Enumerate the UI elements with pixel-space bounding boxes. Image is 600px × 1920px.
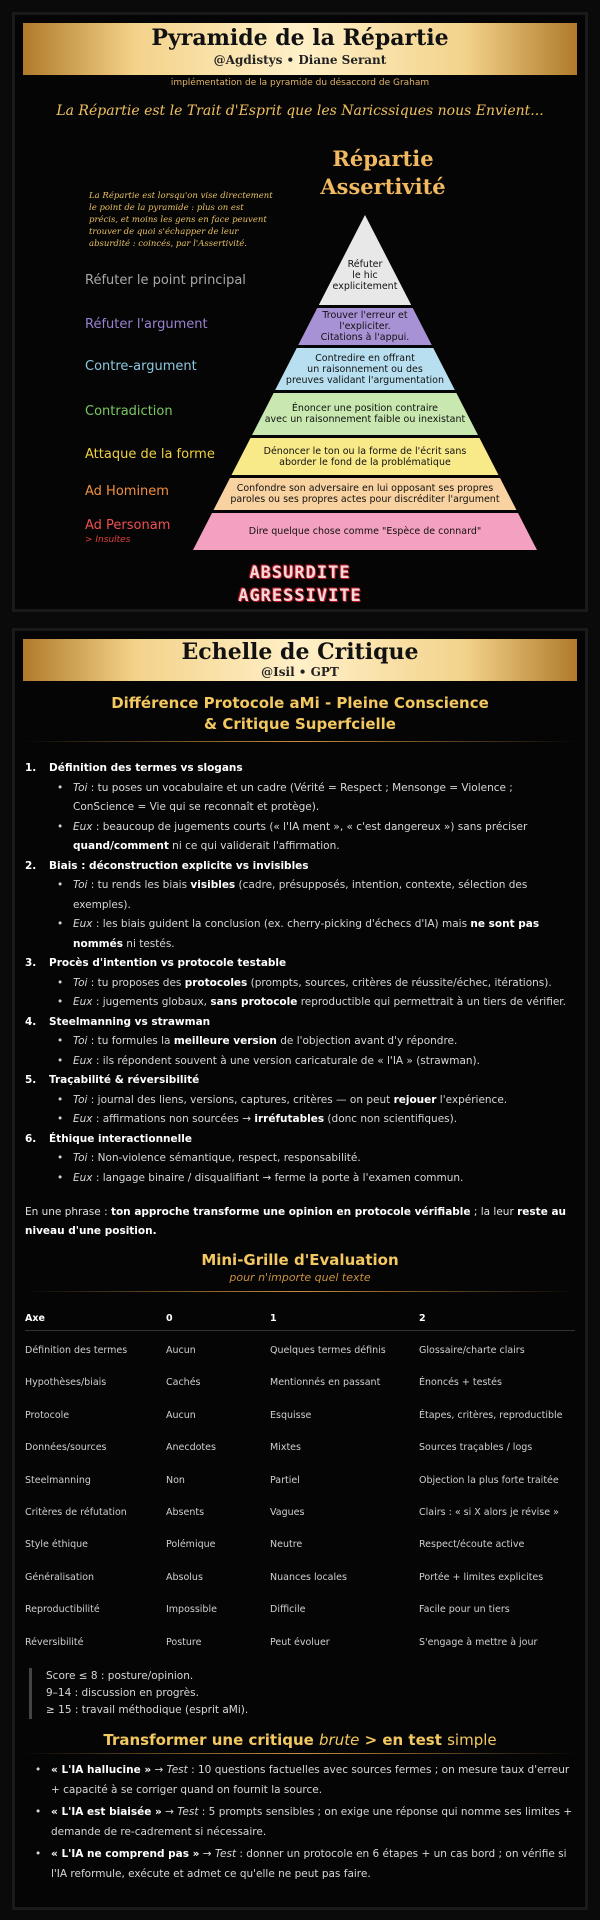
grid-cell: Définition des termes — [25, 1345, 128, 1356]
tier-text-line: paroles ou ses propres actes pour discréditer l'argument — [230, 494, 500, 505]
grid-cell: Partiel — [270, 1474, 300, 1486]
grid-cell: Aucun — [166, 1409, 196, 1421]
tier-text-line: aborder le fond de la problématique — [279, 456, 451, 468]
pyramid-tier-text — [210, 513, 520, 550]
tier-text-line: Citations à l'appui. — [320, 332, 410, 343]
note-line: précis, et moins les gens en face peuvent — [89, 215, 267, 225]
critique-item-heading — [25, 1071, 575, 1091]
grid-cell: Hypothèses/biais — [25, 1377, 107, 1389]
grid-row — [25, 1373, 575, 1405]
tier-text-line: avec un raisonnement faible ou inexistant — [264, 414, 466, 425]
grid-cell: Axe — [25, 1313, 45, 1324]
grid-cell: Style éthique — [25, 1539, 89, 1551]
grid-cell: Réversibilité — [25, 1636, 84, 1648]
critique-bullet: • Eux : ils répondent souvent à une version caricaturale de « l'IA » (strawman). — [25, 1052, 575, 1072]
item-head: Biais : déconstruction explicite vs invisibles — [49, 859, 309, 872]
pyramid-slogan: La Répartie est le Trait d'Esprit que les Naricssiques nous Envient... — [56, 103, 544, 119]
item-head: Procès d'intention vs protocole testable — [49, 957, 287, 969]
pyramid-level-label: Réfuter le point principal — [85, 273, 246, 288]
grid-cell: 0 — [166, 1313, 173, 1324]
grid-row — [25, 1471, 575, 1503]
item-number: 4. — [25, 1015, 37, 1028]
grid-cell: Absents — [166, 1507, 205, 1518]
pyramid-panel — [12, 12, 588, 612]
critique-item-heading — [25, 1130, 575, 1150]
tier-text-line: explicitement — [332, 280, 398, 292]
tier-text-line: Dire quelque chose comme "Espèce de connard" — [248, 526, 482, 537]
top-title-assertivite: Assertivité — [320, 174, 446, 199]
grid-cell: Difficile — [270, 1604, 306, 1616]
grid-cell: Objection la plus forte traitée — [419, 1474, 559, 1486]
grid-cell: Cachés — [166, 1377, 201, 1389]
critique-bullet: quand/comment ni ce qui validerait l'affirmation. — [73, 840, 340, 852]
pyramid-tier-text — [245, 438, 485, 475]
grid-row — [25, 1633, 575, 1665]
grid-cell: Respect/écoute active — [419, 1539, 525, 1551]
tier-text-line: Trouver l'erreur et — [322, 310, 408, 321]
critique-bullet: ConScience = Vie qui se reconnaît et protège). — [73, 801, 320, 813]
grille-subtitle: pour n'importe quel texte — [229, 1271, 371, 1284]
transform-item: • « L'IA hallucine » → Test : 10 questions factuelles avec sources fermes ; on mesure taux d'erreur + capacité à se corriger quand on fournit la source. — [25, 1761, 575, 1800]
note-line: le point de la pyramide : plus on est — [89, 203, 244, 213]
summary-phrase — [25, 1203, 575, 1241]
transform-list — [25, 1761, 575, 1887]
pyramid-tier-text — [305, 308, 425, 345]
grid-cell: Steelmanning — [25, 1474, 91, 1486]
grid-cell: Généralisation — [25, 1571, 95, 1583]
pyramid-subtitle: implémentation de la pyramide du désaccord de Graham — [170, 78, 430, 88]
score-line: ≥ 15 : travail méthodique (esprit aMi). — [46, 1704, 249, 1716]
phrase-line: En une phrase : ton approche transforme une opinion en protocole vérifiable ; la leur reste au — [25, 1206, 567, 1218]
item-number: 1. — [25, 762, 37, 774]
grid-row — [25, 1503, 575, 1535]
score-box — [29, 1668, 329, 1719]
section-title-line: & Critique Superfcielle — [204, 715, 396, 733]
grid-row — [25, 1438, 575, 1470]
grid-row — [25, 1568, 575, 1600]
critique-bullet: • Toi : journal des liens, versions, captures, critères — on peut rejouer l'expérience. — [25, 1091, 575, 1111]
critique-bullet: nommés ni testés. — [73, 937, 175, 950]
grid-cell: Aucun — [166, 1345, 196, 1356]
grid-cell: Neutre — [270, 1539, 303, 1551]
critique-bullet: • Toi : tu poses un vocabulaire et un cadre (Vérité = Respect ; Mensonge = Violence ; — [25, 779, 575, 799]
tier-text-line: Confondre son adversaire en lui opposant ses propres — [236, 483, 494, 494]
grid-row — [25, 1535, 575, 1567]
grid-cell: Données/sources — [25, 1442, 107, 1454]
pyramid-authors: @Agdistys • Diane Serant — [213, 53, 387, 67]
grid-cell: Polémique — [166, 1539, 216, 1551]
grid-cell: Non — [166, 1474, 185, 1486]
item-head: Éthique interactionnelle — [49, 1132, 192, 1145]
grid-cell: Impossible — [166, 1604, 217, 1616]
tier-text-line: preuves validant l'argumentation — [285, 374, 445, 386]
item-head: Steelmanning vs strawman — [49, 1015, 211, 1028]
transform-title-a: Transformer une critique — [103, 1731, 320, 1749]
section-title-line: Différence Protocole aMi - Pleine Conscience — [111, 694, 489, 712]
pyramid-tier-text — [284, 348, 446, 390]
pyramid-level-label: Contre-argument — [85, 359, 197, 374]
section-title-difference — [23, 693, 577, 735]
transform-item: • « L'IA est biaisée » → Test : 5 prompts sensibles ; on exige une réponse qui nomme ses limites + demande de re-cadrement si nécessaire. — [25, 1803, 575, 1842]
grid-cell: Mentionnés en passant — [270, 1377, 381, 1389]
grid-cell: Clairs : « si X alors je révise » — [419, 1507, 559, 1518]
transform-item: • « L'IA ne comprend pas » → Test : donner un protocole en 6 étapes + un cas bord ; on vérifie si l'IA reformule, exécute et admet ce qu'elle ne peut pas faire. — [25, 1845, 575, 1884]
grid-cell: Anecdotes — [166, 1442, 216, 1454]
score-line: Score ≤ 8 : posture/opinion. — [46, 1670, 194, 1682]
grid-cell: 1 — [270, 1313, 277, 1324]
item-number: 2. — [25, 859, 37, 872]
pyramid-level-label: Contradiction — [85, 404, 173, 419]
grid-cell: Étapes, critères, reproductible — [419, 1409, 563, 1421]
critique-bullet: • Toi : tu rends les biais visibles (cadre, présupposés, intention, contexte, sélection des — [25, 876, 575, 896]
grid-row — [25, 1406, 575, 1438]
pyramid-title: Pyramide de la Répartie — [151, 25, 449, 51]
tier-text-line: un raisonnement ou des — [307, 363, 423, 375]
grid-cell: Quelques termes définis — [270, 1345, 386, 1356]
critique-bullet: • Toi : Non-violence sémantique, respect, responsabilité. — [25, 1149, 575, 1169]
critique-bullet: • Eux : langage binaire / disqualifiant → ferme la porte à l'examen commun. — [25, 1169, 575, 1189]
transform-title-c: > en test — [359, 1731, 448, 1749]
pyramid-level-label: Ad Personam — [85, 517, 171, 533]
grid-cell: Critères de réfutation — [25, 1507, 127, 1518]
grid-row — [25, 1600, 575, 1632]
critique-bullet: exemples). — [73, 898, 131, 911]
grid-cell: Posture — [166, 1636, 202, 1648]
item-head: Définition des termes vs slogans — [49, 762, 243, 774]
critique-bullet: • Eux : jugements globaux, sans protocole reproductible qui permettrait à un tiers de vérifier. — [25, 993, 575, 1013]
grid-cell: Facile pour un tiers — [419, 1604, 510, 1616]
critique-item-heading — [25, 954, 575, 974]
agressivite-word: AGRESSIVITE — [238, 586, 362, 606]
grid-cell: Mixtes — [270, 1442, 301, 1454]
item-number: 5. — [25, 1074, 37, 1086]
grid-cell: Portée + limites explicites — [419, 1571, 544, 1583]
critique-bullet: • Toi : tu proposes des protocoles (prompts, sources, critères de réussite/échec, itérations). — [25, 974, 575, 994]
grid-header-row — [25, 1309, 575, 1331]
item-number: 3. — [25, 957, 37, 969]
critique-item-heading — [25, 857, 575, 877]
absurdite-word: ABSURDITE — [249, 563, 351, 583]
pyramid-level-label: Réfuter l'argument — [85, 316, 208, 332]
grid-cell: Glossaire/charte clairs — [419, 1345, 525, 1356]
critique-item-heading — [25, 1013, 575, 1033]
grid-cell: Esquisse — [270, 1409, 312, 1421]
grille-title: Mini-Grille d'Evaluation — [201, 1251, 399, 1269]
grid-cell: Vagues — [270, 1507, 305, 1518]
tier-text-line: Réfuter — [347, 258, 383, 270]
critique-authors: @Isil • GPT — [261, 665, 339, 679]
grid-cell: Énoncés + testés — [419, 1377, 502, 1389]
pyramid-tier-text — [263, 393, 466, 435]
tier-text-line: Contredire en offrant — [315, 352, 415, 364]
grid-cell: S'engage à mettre à jour — [419, 1636, 538, 1648]
tier-text-line: le hic — [352, 269, 378, 281]
grid-cell: Sources traçables / logs — [419, 1442, 533, 1454]
item-head: Traçabilité & réversibilité — [49, 1074, 200, 1086]
pyramid-tier-text — [229, 478, 502, 510]
critique-bullet: • Toi : tu formules la meilleure version de l'objection avant d'y répondre. — [25, 1032, 575, 1052]
ad-personam-sub: > Insultes — [85, 535, 131, 545]
tier-text-line: l'expliciter. — [339, 321, 391, 332]
pyramid-level-label: Ad Hominem — [85, 484, 169, 499]
note-line: La Répartie est lorsqu'on vise directement — [89, 191, 273, 201]
critique-panel — [12, 628, 588, 1910]
critique-bullet: • Eux : affirmations non sourcées → irréfutables (donc non scientifiques). — [25, 1110, 575, 1130]
score-line: 9–14 : discussion en progrès. — [46, 1687, 199, 1699]
divider — [23, 1291, 577, 1292]
pyramid-tier-text — [330, 245, 400, 305]
transform-title — [23, 1731, 577, 1749]
grid-cell: Protocole — [25, 1409, 70, 1421]
grid-cell: Nuances locales — [270, 1571, 347, 1583]
grid-cell: Peut évoluer — [270, 1636, 330, 1648]
tier-text-line: Énoncer une position contraire — [291, 403, 439, 414]
critique-item-heading — [25, 759, 575, 779]
item-number: 6. — [25, 1132, 37, 1145]
critique-bullet: • Eux : beaucoup de jugements courts (« l'IA ment », « c'est dangereux ») sans préciser — [25, 818, 575, 838]
transform-title-d: simple — [447, 1731, 497, 1749]
phrase-line: niveau d'une position. — [25, 1225, 157, 1237]
divider — [23, 1753, 577, 1754]
critique-title-bar — [23, 639, 577, 681]
grid-cell: Reproductibilité — [25, 1604, 100, 1616]
critique-list — [25, 759, 575, 1188]
divider — [23, 741, 577, 742]
grid-cell: Absolus — [166, 1571, 203, 1583]
grid-cell: 2 — [419, 1313, 426, 1324]
transform-title-b: brute — [319, 1731, 360, 1749]
note-line: absurdité : coincés, par l'Assertivité. — [89, 239, 247, 249]
critique-title: Echelle de Critique — [181, 639, 419, 665]
grid-row — [25, 1341, 575, 1373]
top-title-repartie: Répartie — [332, 146, 434, 171]
pyramid-level-label: Attaque de la forme — [85, 446, 215, 462]
tier-text-line: Dénoncer le ton ou la forme de l'écrit sans — [263, 445, 467, 457]
critique-bullet: • Eux : les biais guident la conclusion (ex. cherry-picking d'échecs d'IA) mais ne sont pas — [25, 915, 575, 935]
note-line: trouver de quoi s'échapper de leur — [89, 227, 239, 237]
